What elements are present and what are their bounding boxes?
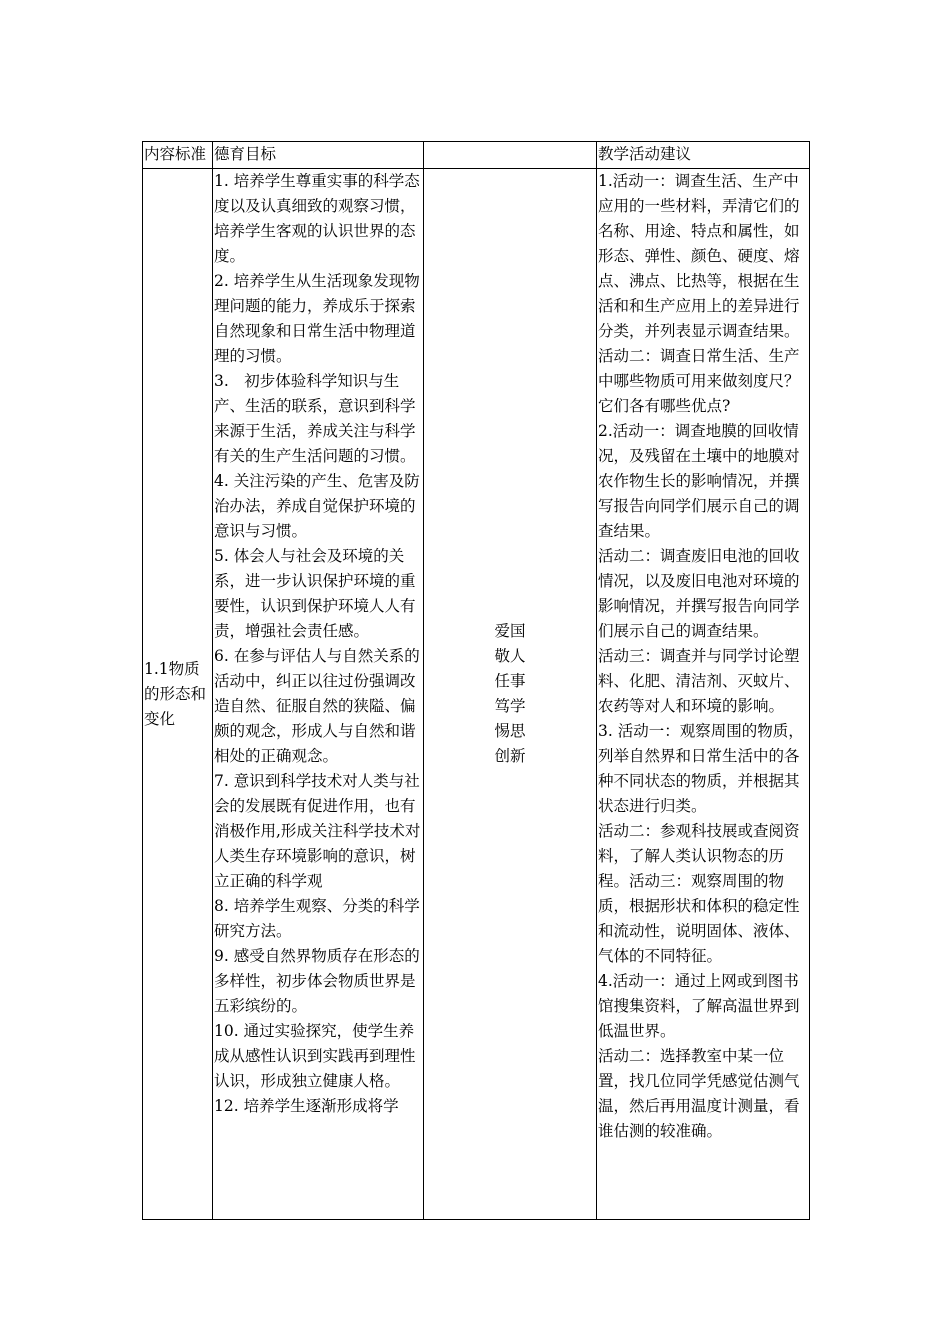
goal-item: 8. 培养学生观察、分类的科学研究方法。 xyxy=(214,897,420,940)
table-header-row xyxy=(143,142,810,169)
activity-item: 活动二：参观科技展或查阅资料，了解人类认识物态的历程。活动三：观察周围的物质，根据形状和体积的稳定性和流动性，说明固体、液体、气体的不同特征。 xyxy=(598,822,800,965)
goal-item: 4. 关注污染的产生、危害及防治办法，养成自觉保护环境的意识与习惯。 xyxy=(214,472,420,540)
moral-goals-cell xyxy=(213,169,424,1220)
activity-item: 活动二：选择教室中某一位置，找几位同学凭感觉估测气温，然后再用温度计测量，看谁估测的较准确。 xyxy=(598,1047,800,1140)
activity-item: 3. 活动一：观察周围的物质，列举自然界和日常生活中的各种不同状态的物质，并根据其状态进行归类。 xyxy=(598,722,804,815)
value-item: 笃学 xyxy=(494,697,526,715)
header-values xyxy=(424,142,597,169)
goal-item: 7. 意识到科学技术对人类与社会的发展既有促进作用，也有消极作用,形成关注科学技术对人类生存环境影响的意识，树立正确的科学观 xyxy=(214,772,421,890)
activities-cell xyxy=(597,169,810,1220)
value-item: 创新 xyxy=(494,747,526,765)
goal-item: 10. 通过实验探究，使学生养成从感性认识到实践再到理性认识，形成独立健康人格。 xyxy=(214,1022,416,1090)
curriculum-table xyxy=(142,141,810,1220)
activity-item: 活动二：调查废旧电池的回收情况，以及废旧电池对环境的影响情况，并撰写报告向同学们展示自己的调查结果。 xyxy=(598,547,800,640)
header-activity-suggestions: 教学活动建议 xyxy=(597,142,810,169)
header-content-standard: 内容标准 xyxy=(143,142,213,169)
value-item: 敬人 xyxy=(494,647,526,665)
content-standard-text: 1.1物质的形态和变化 xyxy=(144,659,207,728)
goal-item: 3. 初步体验科学知识与生产、生活的联系，意识到科学来源于生活，养成关注与科学有关的生产生活问题的习惯。 xyxy=(214,372,416,465)
value-item: 任事 xyxy=(494,672,526,690)
values-cell xyxy=(424,169,597,1220)
activity-item: 2.活动一：调查地膜的回收情况，及残留在土壤中的地膜对农作物生长的影响情况，并撰写报告向同学们展示自己的调查结果。 xyxy=(598,422,800,540)
goal-item: 6. 在参与评估人与自然关系的活动中，纠正以往过份强调改造自然、征服自然的狭隘、偏颇的观念，形成人与自然和谐相处的正确观念。 xyxy=(214,647,420,765)
goal-item: 12. 培养学生逐渐形成将学 xyxy=(214,1097,399,1115)
content-standard-cell xyxy=(143,169,213,1220)
header-moral-goals: 德育目标 xyxy=(213,142,424,169)
goal-item: 9. 感受自然界物质存在形态的多样性，初步体会物质世界是五彩缤纷的。 xyxy=(214,947,420,1015)
activity-item: 4.活动一：通过上网或到图书馆搜集资料，了解高温世界到低温世界。 xyxy=(598,972,800,1040)
value-item: 爱国 xyxy=(494,622,526,640)
goal-item: 2. 培养学生从生活现象发现物理问题的能力，养成乐于探索自然现象和日常生活中物理道理的习惯。 xyxy=(214,272,420,365)
activity-item: 活动三：调查并与同学讨论塑料、化肥、清洁剂、灭蚊片、农药等对人和环境的影响。 xyxy=(598,647,800,715)
goal-item: 5. 体会人与社会及环境的关系，进一步认识保护环境的重要性，认识到保护环境人人有责，增强社会责任感。 xyxy=(214,547,416,640)
table-row xyxy=(143,169,810,1220)
activity-item: 1.活动一：调查生活、生产中应用的一些材料，弄清它们的名称、用途、特点和属性，如形态、弹性、颜色、硬度、熔点、沸点、比热等，根据在生活和和生产应用上的差异进行分类，并列表显示调查结果。 xyxy=(598,172,800,340)
value-item: 惕思 xyxy=(494,722,526,740)
goal-item: 1. 培养学生尊重实事的科学态度以及认真细致的观察习惯，培养学生客观的认识世界的态度。 xyxy=(214,172,420,265)
activity-item: 活动二：调查日常生活、生产中哪些物质可用来做刻度尺？它们各有哪些优点? xyxy=(598,347,800,415)
